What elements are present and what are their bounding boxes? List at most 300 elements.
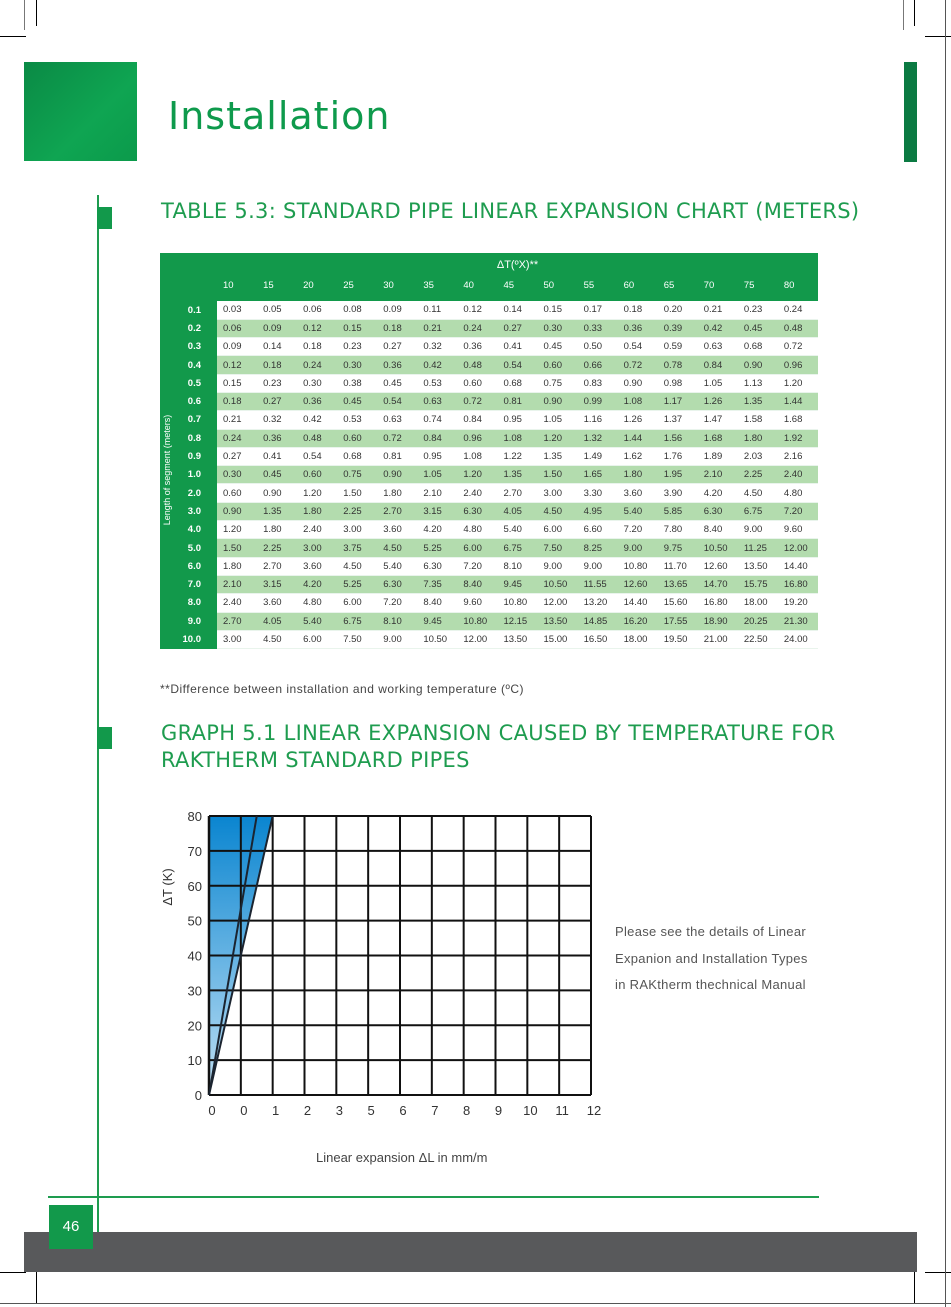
table-cell: 19.50	[658, 630, 698, 648]
table-cell: 0.15	[217, 374, 257, 392]
table-cell: 10.80	[457, 612, 497, 630]
table-cell: 0.38	[337, 374, 377, 392]
table-cell: 3.00	[538, 484, 578, 502]
table-cell: 10.50	[698, 539, 738, 557]
table-cell: 2.40	[217, 594, 257, 612]
column-header: 60	[618, 277, 658, 301]
table-row	[160, 411, 818, 429]
row-header: 2.0	[160, 484, 217, 502]
table-cell: 4.20	[297, 575, 337, 593]
table-cell: 0.27	[377, 338, 417, 356]
table-cell: 9.45	[497, 575, 537, 593]
table-cell: 0.98	[658, 374, 698, 392]
table-cell: 2.70	[217, 612, 257, 630]
table-cell: 8.40	[698, 521, 738, 539]
table-cell: 2.40	[297, 521, 337, 539]
table-cell: 7.80	[658, 521, 698, 539]
table-cell: 11.70	[658, 557, 698, 575]
table-cell: 18.00	[738, 594, 778, 612]
row-header: 0.7	[160, 411, 217, 429]
table-cell: 1.80	[297, 502, 337, 520]
table-cell: 10.80	[618, 557, 658, 575]
table-cell: 11.25	[738, 539, 778, 557]
table-cell: 5.25	[417, 539, 457, 557]
table-cell: 4.20	[698, 484, 738, 502]
table-cell: 2.70	[377, 502, 417, 520]
table-cell: 0.90	[217, 502, 257, 520]
table-cell: 0.68	[337, 447, 377, 465]
table-cell: 16.80	[698, 594, 738, 612]
table-cell: 0.36	[297, 392, 337, 410]
graph-title-line: RAKTHERM STANDARD PIPES	[161, 748, 470, 772]
table-row	[160, 429, 818, 447]
table-cell: 1.50	[217, 539, 257, 557]
table-cell: 6.00	[538, 521, 578, 539]
table-cell: 7.50	[337, 630, 377, 648]
table-cell: 2.25	[337, 502, 377, 520]
table-row	[160, 630, 818, 648]
table-cell: 13.65	[658, 575, 698, 593]
table-cell: 14.40	[618, 594, 658, 612]
table-cell: 0.23	[337, 338, 377, 356]
table-cell: 0.72	[377, 429, 417, 447]
table-cell: 0.60	[217, 484, 257, 502]
row-header: 0.4	[160, 356, 217, 374]
table-cell: 0.36	[377, 356, 417, 374]
y-tick-label: 80	[187, 809, 202, 824]
table-cell: 0.54	[377, 392, 417, 410]
left-rule	[97, 195, 99, 1250]
table-cell: 1.26	[618, 411, 658, 429]
table-cell: 2.25	[738, 466, 778, 484]
table-cell: 3.00	[297, 539, 337, 557]
y-tick-label: 10	[187, 1053, 202, 1069]
table-row	[160, 502, 818, 520]
table-cell: 2.16	[778, 447, 818, 465]
table-cell: 24.00	[778, 630, 818, 648]
table-cell: 0.74	[417, 411, 457, 429]
row-header: 0.1	[160, 301, 217, 319]
page-border	[0, 1303, 951, 1304]
table-cell: 3.75	[337, 539, 377, 557]
table-cell: 6.00	[337, 594, 377, 612]
table-row	[160, 338, 818, 356]
table-cell: 12.00	[457, 630, 497, 648]
table-cell: 6.75	[738, 502, 778, 520]
row-header: 0.6	[160, 392, 217, 410]
table-cell: 6.30	[377, 575, 417, 593]
x-axis-label: Linear expansion ΔL in mm/m	[316, 1150, 488, 1165]
table-row	[160, 392, 818, 410]
table-cell: 0.48	[778, 319, 818, 337]
table-cell: 0.81	[377, 447, 417, 465]
page-title: Installation	[168, 94, 391, 138]
table-cell: 1.35	[497, 466, 537, 484]
table-cell: 1.08	[497, 429, 537, 447]
table-cell: 7.20	[377, 594, 417, 612]
table-cell: 4.50	[257, 630, 297, 648]
table-cell: 13.50	[497, 630, 537, 648]
table-cell: 0.12	[457, 301, 497, 319]
table-cell: 0.24	[457, 319, 497, 337]
table-cell: 2.25	[257, 539, 297, 557]
side-note-line: in RAKtherm thechnical Manual	[615, 977, 806, 992]
row-axis-label: Length of segment (meters)	[162, 414, 172, 526]
table-cell: 0.45	[337, 392, 377, 410]
table-cell: 9.60	[778, 521, 818, 539]
table-cell: 8.40	[417, 594, 457, 612]
row-header: 6.0	[160, 557, 217, 575]
table-cell: 1.95	[658, 466, 698, 484]
table-cell: 0.24	[778, 301, 818, 319]
table-cell: 3.60	[257, 594, 297, 612]
column-header: 35	[417, 277, 457, 301]
table-cell: 0.60	[297, 466, 337, 484]
table-cell: 0.42	[297, 411, 337, 429]
table-cell: 8.10	[497, 557, 537, 575]
table-cell: 1.32	[578, 429, 618, 447]
table-cell: 13.50	[738, 557, 778, 575]
table-footnote: **Difference between installation and working temperature (ºC)	[160, 682, 524, 696]
table-cell: 1.62	[618, 447, 658, 465]
table-cell: 9.45	[417, 612, 457, 630]
row-header: 4.0	[160, 521, 217, 539]
table-cell: 0.21	[698, 301, 738, 319]
side-note-line: Expanion and Installation Types	[615, 950, 808, 966]
column-header: 15	[257, 277, 297, 301]
table-cell: 0.75	[337, 466, 377, 484]
table-row	[160, 447, 818, 465]
table-cell: 7.20	[457, 557, 497, 575]
table-cell: 12.00	[538, 594, 578, 612]
table-cell: 0.90	[738, 356, 778, 374]
table-cell: 10.50	[417, 630, 457, 648]
table-cell: 0.72	[778, 338, 818, 356]
table-cell: 1.13	[738, 374, 778, 392]
table-cell: 1.76	[658, 447, 698, 465]
table-cell: 4.50	[538, 502, 578, 520]
table-cell: 0.99	[578, 392, 618, 410]
table-cell: 0.90	[538, 392, 578, 410]
table-cell: 15.00	[538, 630, 578, 648]
y-tick-label: 60	[187, 878, 202, 894]
table-cell: 20.25	[738, 612, 778, 630]
table-cell: 1.08	[457, 447, 497, 465]
column-header: 55	[578, 277, 618, 301]
table-cell: 8.10	[377, 612, 417, 630]
table-cell: 9.00	[377, 630, 417, 648]
table-cell: 1.16	[578, 411, 618, 429]
table-cell: 0.84	[417, 429, 457, 447]
table-cell: 5.40	[618, 502, 658, 520]
table-cell: 0.15	[337, 319, 377, 337]
page-border	[945, 0, 946, 1307]
table-cell: 1.68	[698, 429, 738, 447]
table-cell: 1.56	[658, 429, 698, 447]
table-cell: 0.08	[337, 301, 377, 319]
table-cell: 0.06	[217, 319, 257, 337]
table-cell: 0.84	[698, 356, 738, 374]
table-cell: 0.96	[457, 429, 497, 447]
table-cell: 0.53	[337, 411, 377, 429]
table-cell: 4.80	[778, 484, 818, 502]
table-cell: 0.41	[257, 447, 297, 465]
table-cell: 0.45	[377, 374, 417, 392]
table-cell: 0.09	[257, 319, 297, 337]
table-cell: 0.96	[778, 356, 818, 374]
table-cell: 0.84	[457, 411, 497, 429]
x-tick-label: 6	[399, 1103, 407, 1118]
table-row	[160, 301, 818, 319]
table-cell: 0.14	[257, 338, 297, 356]
table-cell: 12.00	[778, 539, 818, 557]
table-cell: 0.09	[377, 301, 417, 319]
table-cell: 9.00	[538, 557, 578, 575]
table-cell: 6.75	[497, 539, 537, 557]
table-cell: 0.23	[738, 301, 778, 319]
table-cell: 12.60	[618, 575, 658, 593]
x-tick-label: 3	[335, 1103, 343, 1118]
table-cell: 16.20	[618, 612, 658, 630]
table-cell: 3.15	[417, 502, 457, 520]
table-cell: 18.90	[698, 612, 738, 630]
table-cell: 0.27	[257, 392, 297, 410]
table-cell: 6.30	[698, 502, 738, 520]
column-header: 70	[698, 277, 738, 301]
x-tick-label: 11	[555, 1103, 569, 1118]
table-cell: 1.58	[738, 411, 778, 429]
table-cell: 5.25	[337, 575, 377, 593]
table-cell: 0.24	[297, 356, 337, 374]
table-cell: 0.41	[497, 338, 537, 356]
table-cell: 7.20	[778, 502, 818, 520]
table-cell: 2.70	[497, 484, 537, 502]
column-header: 80	[778, 277, 818, 301]
table-cell: 0.06	[297, 301, 337, 319]
row-header: 8.0	[160, 594, 217, 612]
table-cell: 0.18	[257, 356, 297, 374]
crop-mark	[914, 1272, 915, 1303]
table-cell: 15.60	[658, 594, 698, 612]
table-row	[160, 319, 818, 337]
table-cell: 0.21	[217, 411, 257, 429]
table-cell: 0.66	[578, 356, 618, 374]
row-header: 0.5	[160, 374, 217, 392]
table-cell: 0.75	[538, 374, 578, 392]
table-cell: 2.10	[698, 466, 738, 484]
y-tick-label: 50	[187, 913, 202, 929]
table-cell: 1.80	[618, 466, 658, 484]
table-cell: 1.44	[618, 429, 658, 447]
table-cell: 1.44	[778, 392, 818, 410]
table-cell: 9.75	[658, 539, 698, 557]
crop-mark	[24, 0, 25, 30]
table-cell: 0.45	[257, 466, 297, 484]
y-tick-label: 70	[187, 843, 202, 859]
table-cell: 13.20	[578, 594, 618, 612]
table-cell: 18.00	[618, 630, 658, 648]
x-tick-label: 5	[367, 1103, 375, 1118]
table-cell: 1.80	[217, 557, 257, 575]
table-cell: 1.20	[297, 484, 337, 502]
table-row	[160, 356, 818, 374]
table-cell: 10.50	[538, 575, 578, 593]
table-cell: 9.60	[457, 594, 497, 612]
table-cell: 4.50	[337, 557, 377, 575]
column-header: 20	[297, 277, 337, 301]
table-cell: 0.27	[497, 319, 537, 337]
row-header: 5.0	[160, 539, 217, 557]
footer-bar	[24, 1232, 917, 1272]
table-title: TABLE 5.3: STANDARD PIPE LINEAR EXPANSION CHART (METERS)	[161, 199, 860, 223]
table-cell: 21.00	[698, 630, 738, 648]
table-cell: 14.85	[578, 612, 618, 630]
table-cell: 1.37	[658, 411, 698, 429]
table-cell: 0.48	[457, 356, 497, 374]
table-cell: 0.83	[578, 374, 618, 392]
table-cell: 21.30	[778, 612, 818, 630]
table-cell: 0.30	[217, 466, 257, 484]
expansion-graph	[140, 800, 610, 1130]
table-cell: 8.40	[457, 575, 497, 593]
table-cell: 7.50	[538, 539, 578, 557]
table-cell: 0.30	[538, 319, 578, 337]
y-axis-label: ΔT (K)	[160, 868, 175, 906]
column-header: 30	[377, 277, 417, 301]
crop-mark	[0, 36, 26, 37]
column-header: 45	[497, 277, 537, 301]
table-cell: 1.05	[538, 411, 578, 429]
table-cell: 0.45	[738, 319, 778, 337]
side-note	[615, 919, 830, 999]
table-cell: 1.35	[538, 447, 578, 465]
y-tick-label: 20	[187, 1018, 202, 1034]
table-cell: 0.36	[257, 429, 297, 447]
table-cell: 3.90	[658, 484, 698, 502]
graph-title-line: GRAPH 5.1 LINEAR EXPANSION CAUSED BY TEMPERATURE FOR	[161, 721, 836, 745]
table-cell: 1.20	[538, 429, 578, 447]
table-cell: 6.75	[337, 612, 377, 630]
table-cell: 0.90	[377, 466, 417, 484]
table-cell: 1.50	[337, 484, 377, 502]
table-cell: 6.00	[297, 630, 337, 648]
row-header: 0.9	[160, 447, 217, 465]
table-cell: 2.70	[257, 557, 297, 575]
table-cell: 1.35	[257, 502, 297, 520]
table-cell: 11.55	[578, 575, 618, 593]
table-cell: 9.00	[618, 539, 658, 557]
column-header: 40	[457, 277, 497, 301]
row-header: 3.0	[160, 502, 217, 520]
table-cell: 1.20	[457, 466, 497, 484]
table-cell: 0.23	[257, 374, 297, 392]
table-cell: 0.54	[497, 356, 537, 374]
table-cell: 0.03	[217, 301, 257, 319]
x-tick-label: 9	[494, 1103, 503, 1118]
table-cell: 0.32	[417, 338, 457, 356]
table-row	[160, 575, 818, 593]
table-cell: 0.72	[618, 356, 658, 374]
table-cell: 19.20	[778, 594, 818, 612]
table-cell: 0.63	[417, 392, 457, 410]
table-cell: 0.27	[217, 447, 257, 465]
table-cell: 6.30	[457, 502, 497, 520]
table-cell: 0.81	[497, 392, 537, 410]
table-cell: 1.89	[698, 447, 738, 465]
side-note-line: Please see the details of Linear	[615, 924, 806, 939]
column-header: 10	[217, 277, 257, 301]
header-green-block	[24, 62, 137, 161]
table-cell: 0.18	[618, 301, 658, 319]
table-cell: 16.50	[578, 630, 618, 648]
table-cell: 5.40	[497, 521, 537, 539]
footer-rule	[48, 1196, 819, 1198]
table-cell: 10.80	[497, 594, 537, 612]
table-cell: 0.21	[417, 319, 457, 337]
table-cell: 0.45	[538, 338, 578, 356]
table-cell: 0.42	[417, 356, 457, 374]
column-header: 75	[738, 277, 778, 301]
table-cell: 0.54	[618, 338, 658, 356]
table-cell: 0.95	[417, 447, 457, 465]
page-number: 46	[49, 1205, 93, 1249]
row-header: 9.0	[160, 612, 217, 630]
table-cell: 14.70	[698, 575, 738, 593]
table-cell: 1.49	[578, 447, 618, 465]
x-tick-label: 1	[272, 1103, 280, 1118]
table-cell: 1.17	[658, 392, 698, 410]
table-cell: 0.60	[538, 356, 578, 374]
x-tick-label: 2	[303, 1103, 312, 1118]
table-cell: 0.17	[578, 301, 618, 319]
table-cell: 12.15	[497, 612, 537, 630]
table-cell: 0.12	[217, 356, 257, 374]
table-cell: 1.68	[778, 411, 818, 429]
table-cell: 0.60	[337, 429, 377, 447]
x-tick-label: 0	[240, 1103, 248, 1118]
table-cell: 14.40	[778, 557, 818, 575]
table-cell: 6.30	[417, 557, 457, 575]
table-cell: 0.54	[297, 447, 337, 465]
table-row	[160, 484, 818, 502]
table-cell: 4.50	[738, 484, 778, 502]
table-cell: 0.30	[337, 356, 377, 374]
table-row	[160, 539, 818, 557]
table-cell: 7.35	[417, 575, 457, 593]
table-cell: 0.14	[497, 301, 537, 319]
table-cell: 3.00	[337, 521, 377, 539]
table-cell: 1.92	[778, 429, 818, 447]
table-cell: 8.25	[578, 539, 618, 557]
table-cell: 0.15	[538, 301, 578, 319]
table-cell: 3.30	[578, 484, 618, 502]
table-cell: 6.00	[457, 539, 497, 557]
column-header: 65	[658, 277, 698, 301]
table-cell: 1.05	[698, 374, 738, 392]
table-cell: 5.85	[658, 502, 698, 520]
crop-mark	[925, 36, 951, 37]
table-cell: 1.80	[738, 429, 778, 447]
row-header: 0.2	[160, 319, 217, 337]
table-cell: 0.33	[578, 319, 618, 337]
table-cell: 2.40	[778, 466, 818, 484]
table-cell: 13.50	[538, 612, 578, 630]
row-header: 1.0	[160, 466, 217, 484]
x-tick-label: 8	[463, 1103, 471, 1118]
graph-title	[161, 720, 835, 774]
table-cell: 6.60	[578, 521, 618, 539]
table-cell: 3.60	[377, 521, 417, 539]
